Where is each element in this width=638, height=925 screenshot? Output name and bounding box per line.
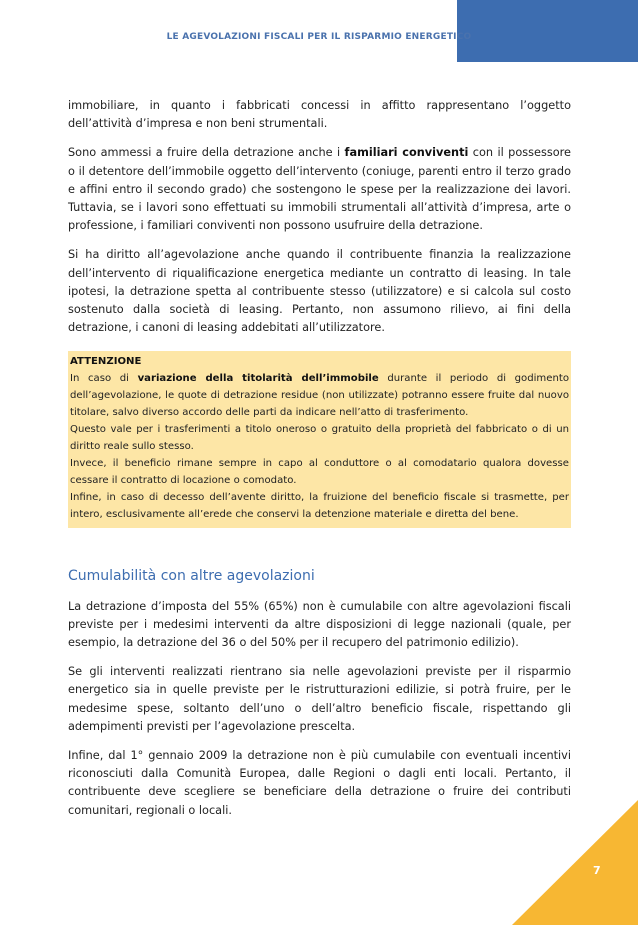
- paragraph-eu-incentives: Infine, dal 1° gennaio 2009 la detrazione non è più cumulabile con eventuali incentivi riconosciuti dalla Comunità Europea, dalle Regioni o dagli enti locali. Pertanto, il contribuente deve scegliere se beneficiare della detrazione o fruire dei contributi comunitari, regionali o locali.: [68, 748, 571, 817]
- callout-text: In caso di: [70, 373, 138, 385]
- callout-emphasis: variazione della titolarità dell’immobile: [137, 373, 379, 385]
- paragraph-continuation: immobiliare, in quanto i fabbricati concessi in affitto rappresentano l’oggetto dell’attività d’impresa e non beni strumentali.: [68, 99, 571, 131]
- paragraph-leasing: Si ha diritto all’agevolazione anche quando il contribuente finanzia la realizzazione dell’intervento di riqualificazione energetica mediante un contratto di leasing. In tale ipotesi, la detrazione spetta al contribuente stesso (utilizzatore) e si calcola sul costo sostenuto dalla società di leasing. Pertanto, non assumono rilievo, ai fini della detrazione, i canoni di leasing addebitati all’utilizzatore.: [68, 248, 571, 335]
- familiari-conviventi-emphasis: familiari conviventi: [344, 146, 469, 160]
- callout-title: ATTENZIONE: [70, 356, 142, 368]
- page-corner-decoration: [512, 800, 638, 925]
- paragraph-text: Sono ammessi a fruire della detrazione anche i: [68, 146, 345, 160]
- running-header-title: LE AGEVOLAZIONI FISCALI PER IL RISPARMIO ENERGETICO: [166, 32, 472, 42]
- callout-line-tenant: Invece, il beneficio rimane sempre in capo al conduttore o al comodatario qualora dovesse cessare il contratto di locazione o comodato.: [70, 457, 569, 486]
- paragraph-text: con il possessore o il detentore dell’immobile oggetto dell’intervento (coniuge, parenti entro il terzo grado e affini entro il secondo grado) che sostengono le spese per la realizzazione dei lavori. Tuttavia, se i lavori sono effettuati su immobili strumentali all’attività d’impresa, arte o professione, i familiari conviventi non possono usufruire della detrazione.: [68, 146, 571, 233]
- section-heading: Cumulabilità con altre agevolazioni: [68, 567, 315, 584]
- paragraph-cumulability: La detrazione d’imposta del 55% (65%) non è cumulabile con altre agevolazioni fiscali previste per i medesimi interventi da altre disposizioni di legge nazionali (quale, per esempio, la detrazione del 36 o del 50% per il recupero del patrimonio edilizio).: [68, 599, 571, 649]
- callout-line-transfers: Questo vale per i trasferimenti a titolo oneroso o gratuito della proprietà del fabbricato o di un diritto reale sullo stesso.: [70, 424, 569, 452]
- paragraph-family-members: [68, 144, 571, 235]
- callout-line-inheritance: Infine, in caso di decesso dell’avente diritto, la fruizione del beneficio fiscale si trasmette, per intero, esclusivamente all’erede che conservi la detenzione materiale e diretta del bene.: [70, 491, 569, 520]
- header-color-block: [457, 0, 638, 62]
- page-content: [68, 97, 571, 831]
- attention-callout-box: [68, 351, 571, 527]
- callout-text: durante il periodo di godimento dell’agevolazione, le quote di detrazione residue (non utilizzate) potranno essere fruite dal nuovo titolare, salvo diverso accordo delle parti da indicare nell’atto di trasferimento.: [70, 373, 570, 419]
- page-number: 7: [593, 864, 601, 877]
- callout-line-ownership-change: [70, 371, 569, 422]
- paragraph-alternative-benefits: Se gli interventi realizzati rientrano sia nelle agevolazioni previste per il risparmio energetico sia in quelle previste per le ristrutturazioni edilizie, si potrà fruire, per le medesime spese, soltanto dell’uno o dell’altro beneficio fiscale, rispettando gli adempimenti previsti per l’agevolazione prescelta.: [68, 665, 571, 733]
